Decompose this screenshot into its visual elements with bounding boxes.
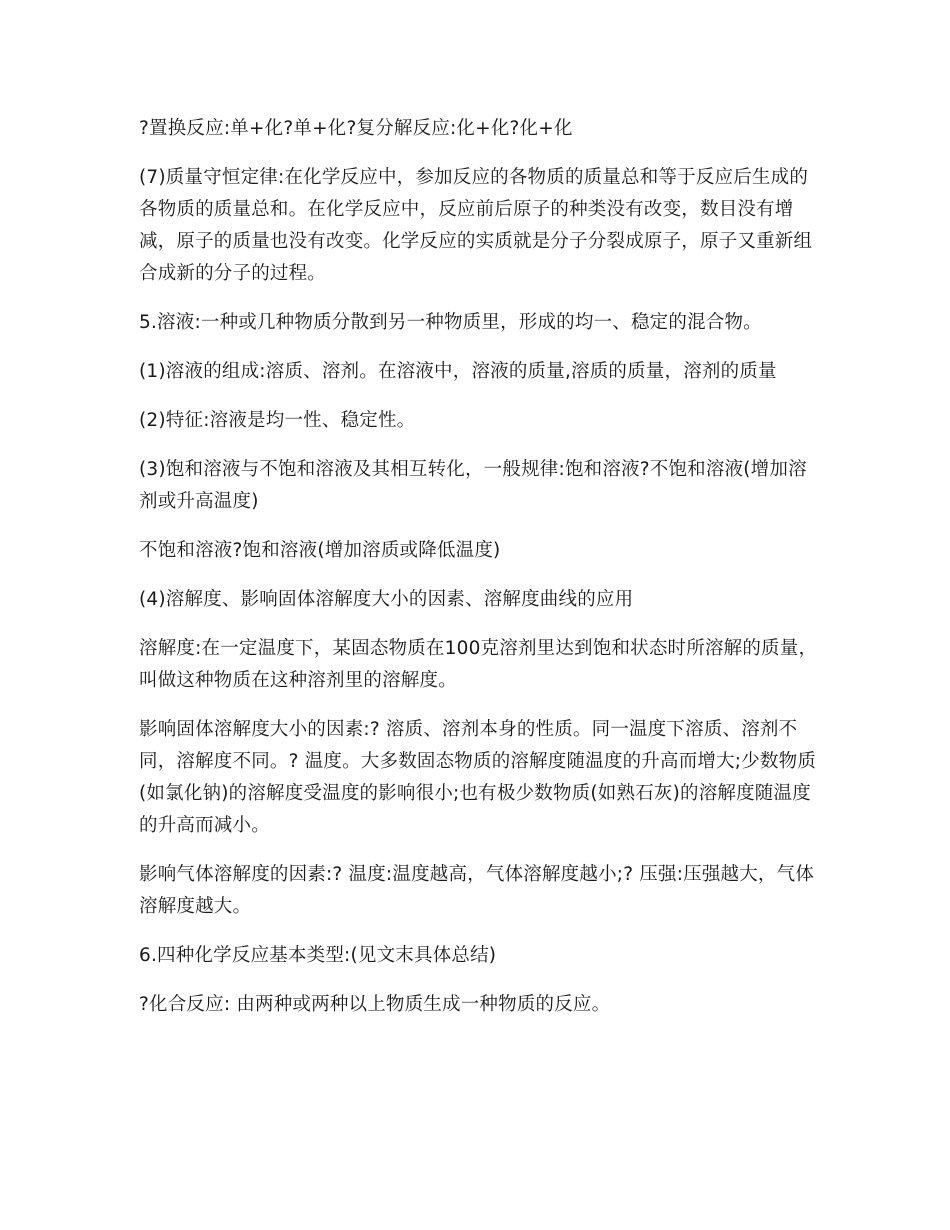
paragraph-solubility-definition: 溶解度:在一定温度下，某固态物质在100克溶剂里达到饱和状态时所溶解的质量，叫做这种物质在这种溶剂里的溶解度。 [139, 638, 818, 691]
paragraph-unsaturated-conversion: 不饱和溶液?饱和溶液(增加溶质或降低温度) [139, 540, 501, 561]
paragraph-mass-conservation: (7)质量守恒定律:在化学反应中，参加反应的各物质的质量总和等于反应后生成的各物质的质量总和。在化学反应中，反应前后原子的种类没有改变，数目没有增减，原子的质量也没有改变。化学反应的实质就是分子分裂成原子，原子又重新组合成新的分子的过程。 [139, 167, 813, 284]
paragraph-solution-definition: 5.溶液:一种或几种物质分散到另一种物质里，形成的均一、稳定的混合物。 [139, 312, 762, 333]
paragraph-solid-solubility-factors: 影响固体溶解度大小的因素:? 溶质、溶剂本身的性质。同一温度下溶质、溶剂不同，溶解度不同。? 温度。大多数固态物质的溶解度随温度的升高而增大;少数物质(如氯化钠)的溶解度受温度的影响很小;也有极少数物质(如熟石灰)的溶解度随温度的升高而减小。 [139, 719, 817, 836]
paragraph-reaction-types: ?置换反应:单+化?单+化?复分解反应:化+化?化+化 [139, 118, 573, 139]
paragraph-gas-solubility-factors: 影响气体溶解度的因素:? 温度:温度越高，气体溶解度越小;? 压强:压强越大，气体溶解度越大。 [139, 864, 815, 917]
paragraph-solution-characteristics: (2)特征:溶液是均一性、稳定性。 [139, 410, 416, 431]
paragraph-saturated-conversion: (3)饱和溶液与不饱和溶液及其相互转化，一般规律:饱和溶液?不饱和溶液(增加溶剂或升高温度) [139, 459, 807, 512]
paragraph-solution-composition: (1)溶液的组成:溶质、溶剂。在溶液中，溶液的质量,溶质的质量，溶剂的质量 [139, 361, 777, 382]
paragraph-solubility-heading: (4)溶解度、影响固体溶解度大小的因素、溶解度曲线的应用 [139, 589, 634, 610]
paragraph-four-reaction-types: 6.四种化学反应基本类型:(见文末具体总结) [139, 945, 497, 966]
paragraph-combination-reaction: ?化合反应: 由两种或两种以上物质生成一种物质的反应。 [139, 994, 611, 1015]
document-body [139, 113, 819, 1038]
